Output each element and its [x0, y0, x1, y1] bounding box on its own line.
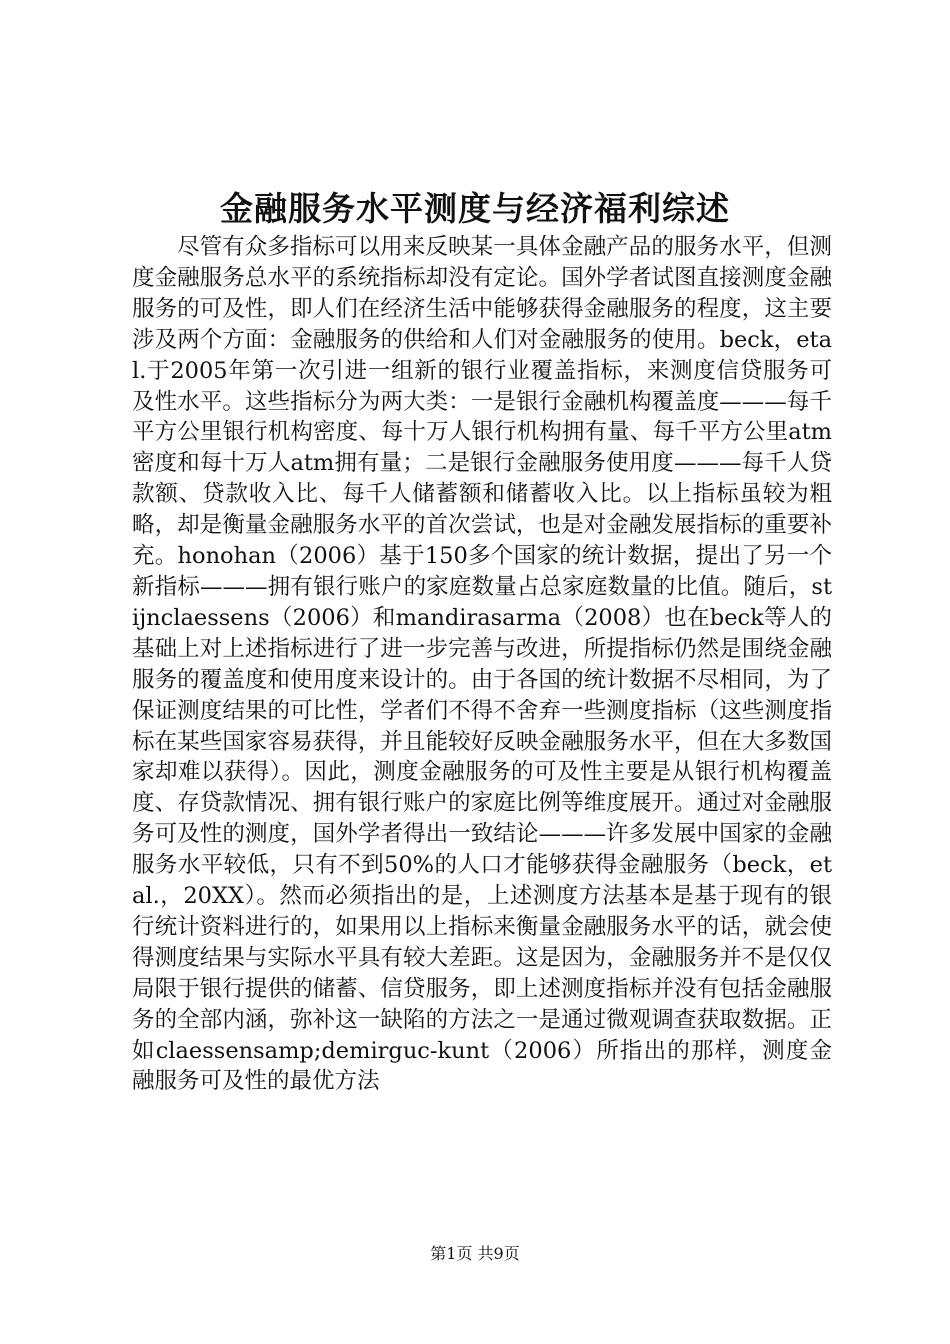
- page-number-indicator: 第1页 共9页: [430, 1244, 520, 1263]
- page-footer: [0, 1243, 950, 1265]
- body-paragraph: 尽管有众多指标可以用来反映某一具体金融产品的服务水平，但测度金融服务总水平的系统指标却没有定论。国外学者试图直接测度金融服务的可及性，即人们在经济生活中能够获得金融服务的程度，这主要涉及两个方面：金融服务的供给和人们对金融服务的使用。beck，etal.于2005年第一次引进一组新的银行业覆盖指标，来测度信贷服务可及性水平。这些指标分为两大类：一是银行金融机构覆盖度———每千平方公里银行机构密度、每十万人银行机构拥有量、每千平方公里atm密度和每十万人atm拥有量；二是银行金融服务使用度———每千人贷款额、贷款收入比、每千人储蓄额和储蓄收入比。以上指标虽较为粗略，却是衡量金融服务水平的首次尝试，也是对金融发展指标的重要补充。honohan（2006）基于150多个国家的统计数据，提出了另一个新指标———拥有银行账户的家庭数量占总家庭数量的比值。随后，stijnclaessens（2006）和mandirasarma（2008）也在beck等人的基础上对上述指标进行了进一步完善与改进，所提指标仍然是围绕金融服务的覆盖度和使用度来设计的。由于各国的统计数据不尽相同，为了保证测度结果的可比性，学者们不得不舍弃一些测度指标（这些测度指标在某些国家容易获得，并且能较好反映金融服务水平，但在大多数国家却难以获得）。因此，测度金融服务的可及性主要是从银行机构覆盖度、存贷款情况、拥有银行账户的家庭比例等维度展开。通过对金融服务可及性的测度，国外学者得出一致结论———许多发展中国家的金融服务水平较低，只有不到50%的人口才能够获得金融服务（beck，etal.，20XX）。然而必须指出的是，上述测度方法基本是基于现有的银行统计资料进行的，如果用以上指标来衡量金融服务水平的话，就会使得测度结果与实际水平具有较大差距。这是因为，金融服务并不是仅仅局限于银行提供的储蓄、信贷服务，即上述测度指标并没有包括金融服务的全部内涵，弥补这一缺陷的方法之一是通过微观调查获取数据。正如claessensamp;demirguc-kunt（2006）所指出的那样，测度金融服务可及性的最优方法: [132, 234, 832, 1095]
- document-title: 金融服务水平测度与经济福利综述: [220, 189, 730, 228]
